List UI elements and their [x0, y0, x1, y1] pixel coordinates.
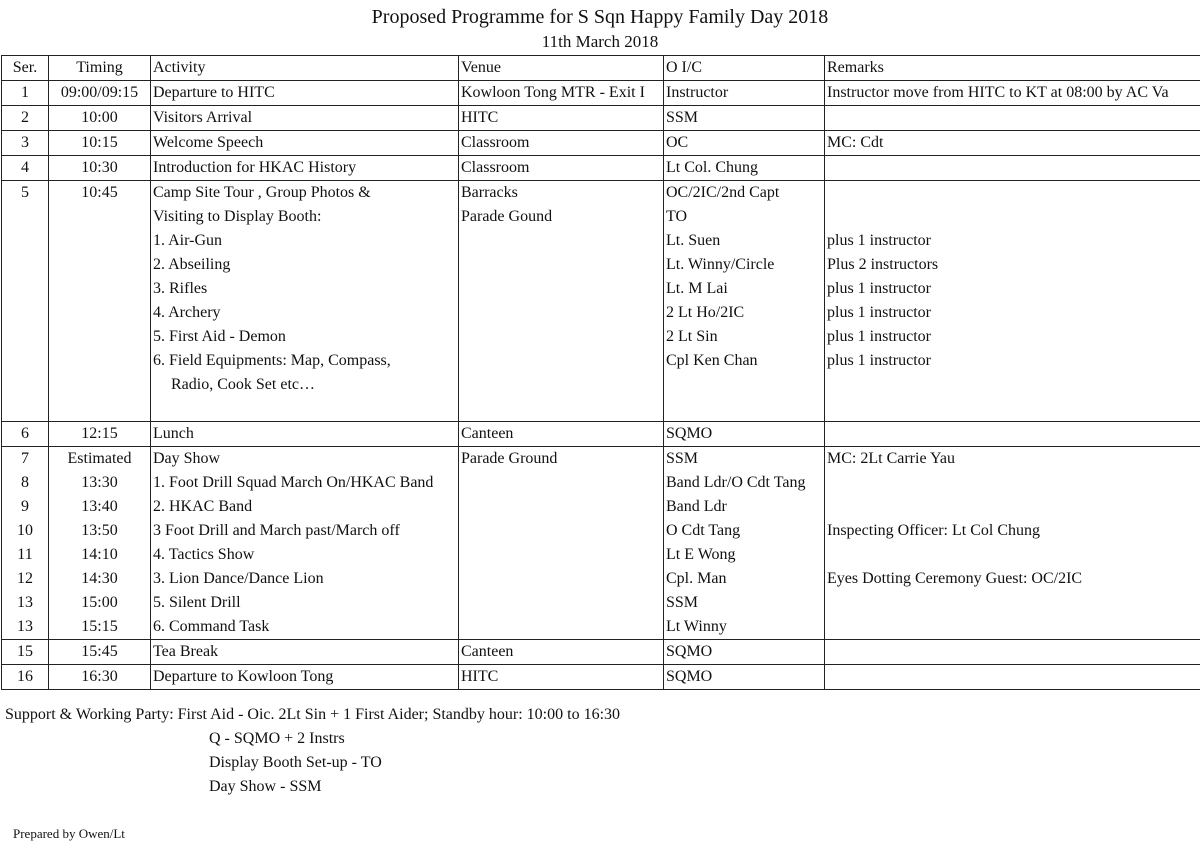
cell-ser: 3	[2, 131, 49, 156]
table-row	[2, 253, 1200, 277]
cell-venue: Classroom	[459, 131, 664, 156]
cell-activity: Lunch	[151, 422, 459, 447]
cell-timing: 10:00	[49, 106, 151, 131]
cell-venue	[459, 615, 664, 640]
support-line-2: Q - SQMO + 2 Instrs	[209, 730, 345, 747]
cell-remarks	[825, 640, 1200, 665]
cell-ser: 7	[2, 447, 49, 472]
cell-remarks	[825, 181, 1200, 206]
table-row	[2, 205, 1200, 229]
cell-activity: Tea Break	[151, 640, 459, 665]
cell-ser	[2, 277, 49, 301]
cell-activity: 2. HKAC Band	[151, 495, 459, 519]
cell-ser	[2, 301, 49, 325]
cell-timing	[49, 373, 151, 397]
cell-activity: 3. Lion Dance/Dance Lion	[151, 567, 459, 591]
document-title: Proposed Programme for S Sqn Happy Family Day 2018	[371, 6, 829, 28]
cell-ser: 15	[2, 640, 49, 665]
cell-venue	[459, 277, 664, 301]
cell-venue: HITC	[459, 106, 664, 131]
cell-oic: Band Ldr/O Cdt Tang	[664, 471, 825, 495]
table-row	[2, 106, 1200, 131]
cell-remarks: plus 1 instructor	[825, 325, 1200, 349]
cell-venue	[459, 567, 664, 591]
cell-timing: 13:50	[49, 519, 151, 543]
table-row	[2, 156, 1200, 181]
cell-venue	[459, 543, 664, 567]
table-row	[2, 640, 1200, 665]
cell-remarks	[825, 106, 1200, 131]
table-row	[2, 591, 1200, 615]
table-row	[2, 349, 1200, 373]
table-row	[2, 543, 1200, 567]
cell-ser	[2, 229, 49, 253]
cell-timing: 10:15	[49, 131, 151, 156]
cell-timing: 13:40	[49, 495, 151, 519]
table-row	[2, 229, 1200, 253]
table-row	[2, 422, 1200, 447]
cell-remarks: Inspecting Officer: Lt Col Chung	[825, 519, 1200, 543]
cell-oic	[664, 397, 825, 422]
cell-timing	[49, 325, 151, 349]
cell-remarks	[825, 665, 1200, 690]
cell-ser: 12	[2, 567, 49, 591]
cell-oic: 2 Lt Sin	[664, 325, 825, 349]
cell-oic: SQMO	[664, 665, 825, 690]
cell-oic: SSM	[664, 447, 825, 472]
cell-activity: 6. Command Task	[151, 615, 459, 640]
cell-remarks: Eyes Dotting Ceremony Guest: OC/2IC	[825, 567, 1200, 591]
cell-timing: 15:00	[49, 591, 151, 615]
cell-ser	[2, 397, 49, 422]
support-line-3: Display Booth Set-up - TO	[209, 754, 382, 771]
cell-activity: 6. Field Equipments: Map, Compass,	[151, 349, 459, 373]
table-row	[2, 495, 1200, 519]
cell-activity: Introduction for HKAC History	[151, 156, 459, 181]
cell-venue: Parade Gound	[459, 205, 664, 229]
cell-oic: Lt. M Lai	[664, 277, 825, 301]
table-row	[2, 447, 1200, 472]
cell-timing: 14:10	[49, 543, 151, 567]
cell-venue	[459, 495, 664, 519]
cell-venue: Parade Ground	[459, 447, 664, 472]
cell-timing: 09:00/09:15	[49, 81, 151, 106]
support-line-1: Support & Working Party: First Aid - Oic. 2Lt Sin + 1 First Aider; Standby hour: 10:00 to 16:30	[5, 706, 621, 723]
cell-timing	[49, 229, 151, 253]
cell-activity: 5. Silent Drill	[151, 591, 459, 615]
cell-remarks: plus 1 instructor	[825, 229, 1200, 253]
cell-timing: 16:30	[49, 665, 151, 690]
cell-remarks: Plus 2 instructors	[825, 253, 1200, 277]
cell-ser	[2, 325, 49, 349]
cell-venue: Canteen	[459, 422, 664, 447]
cell-activity: 1. Foot Drill Squad March On/HKAC Band	[151, 471, 459, 495]
table-header-row	[2, 56, 1200, 81]
cell-venue	[459, 471, 664, 495]
cell-activity	[151, 397, 459, 422]
cell-remarks: plus 1 instructor	[825, 301, 1200, 325]
cell-venue	[459, 253, 664, 277]
cell-oic: OC	[664, 131, 825, 156]
cell-remarks	[825, 373, 1200, 397]
cell-ser: 6	[2, 422, 49, 447]
cell-timing	[49, 349, 151, 373]
cell-venue: Kowloon Tong MTR - Exit I	[459, 81, 664, 106]
cell-venue: Barracks	[459, 181, 664, 206]
cell-venue	[459, 301, 664, 325]
table-row	[2, 665, 1200, 690]
table-row	[2, 567, 1200, 591]
support-notes	[5, 703, 620, 799]
cell-activity: 4. Archery	[151, 301, 459, 325]
cell-remarks	[825, 397, 1200, 422]
cell-oic	[664, 373, 825, 397]
cell-oic: Lt. Winny/Circle	[664, 253, 825, 277]
cell-ser: 5	[2, 181, 49, 206]
cell-remarks	[825, 422, 1200, 447]
cell-activity: Radio, Cook Set etc…	[151, 373, 459, 397]
table-row	[2, 615, 1200, 640]
cell-oic: Lt Winny	[664, 615, 825, 640]
table-row	[2, 373, 1200, 397]
cell-ser: 16	[2, 665, 49, 690]
cell-timing: 13:30	[49, 471, 151, 495]
cell-venue	[459, 397, 664, 422]
cell-activity: 3. Rifles	[151, 277, 459, 301]
header-venue: Venue	[459, 56, 664, 81]
document-date: 11th March 2018	[541, 32, 659, 51]
cell-ser	[2, 205, 49, 229]
cell-ser: 13	[2, 591, 49, 615]
cell-oic: SQMO	[664, 640, 825, 665]
support-line-4: Day Show - SSM	[209, 778, 322, 795]
cell-venue	[459, 591, 664, 615]
cell-activity: 1. Air-Gun	[151, 229, 459, 253]
cell-timing: 15:15	[49, 615, 151, 640]
cell-timing: 10:45	[49, 181, 151, 206]
cell-timing	[49, 397, 151, 422]
cell-ser: 11	[2, 543, 49, 567]
cell-ser	[2, 373, 49, 397]
cell-timing	[49, 277, 151, 301]
cell-oic: Instructor	[664, 81, 825, 106]
cell-timing: Estimated	[49, 447, 151, 472]
cell-remarks	[825, 591, 1200, 615]
cell-ser: 10	[2, 519, 49, 543]
cell-ser: 1	[2, 81, 49, 106]
table-row	[2, 277, 1200, 301]
table-row	[2, 471, 1200, 495]
cell-remarks	[825, 495, 1200, 519]
cell-venue	[459, 519, 664, 543]
cell-oic: Cpl Ken Chan	[664, 349, 825, 373]
cell-activity: Departure to HITC	[151, 81, 459, 106]
cell-oic: 2 Lt Ho/2IC	[664, 301, 825, 325]
table-row	[2, 131, 1200, 156]
cell-timing: 15:45	[49, 640, 151, 665]
cell-ser: 4	[2, 156, 49, 181]
cell-ser: 9	[2, 495, 49, 519]
cell-venue: Classroom	[459, 156, 664, 181]
programme-table	[1, 55, 1200, 690]
cell-remarks: Instructor move from HITC to KT at 08:00 by AC Va	[825, 81, 1200, 106]
cell-remarks	[825, 156, 1200, 181]
header-timing: Timing	[49, 56, 151, 81]
cell-oic: O Cdt Tang	[664, 519, 825, 543]
cell-ser: 13	[2, 615, 49, 640]
cell-timing	[49, 205, 151, 229]
cell-oic: TO	[664, 205, 825, 229]
cell-remarks: MC: Cdt	[825, 131, 1200, 156]
table-row	[2, 301, 1200, 325]
cell-activity: Visiting to Display Booth:	[151, 205, 459, 229]
cell-timing	[49, 253, 151, 277]
cell-remarks: plus 1 instructor	[825, 277, 1200, 301]
table-row	[2, 181, 1200, 206]
cell-activity: 4. Tactics Show	[151, 543, 459, 567]
table-row	[2, 81, 1200, 106]
cell-activity: 5. First Aid - Demon	[151, 325, 459, 349]
header-oic: O I/C	[664, 56, 825, 81]
cell-oic: Band Ldr	[664, 495, 825, 519]
table-row	[2, 519, 1200, 543]
cell-oic: SSM	[664, 106, 825, 131]
header-ser: Ser.	[2, 56, 49, 81]
cell-activity: 3 Foot Drill and March past/March off	[151, 519, 459, 543]
cell-venue	[459, 325, 664, 349]
header-activity: Activity	[151, 56, 459, 81]
cell-activity: Departure to Kowloon Tong	[151, 665, 459, 690]
cell-activity: 2. Abseiling	[151, 253, 459, 277]
cell-remarks: MC: 2Lt Carrie Yau	[825, 447, 1200, 472]
cell-timing: 10:30	[49, 156, 151, 181]
cell-oic: Lt E Wong	[664, 543, 825, 567]
header-remarks: Remarks	[825, 56, 1200, 81]
table-row	[2, 397, 1200, 422]
cell-venue	[459, 349, 664, 373]
cell-remarks	[825, 543, 1200, 567]
cell-venue	[459, 373, 664, 397]
cell-remarks	[825, 205, 1200, 229]
cell-timing	[49, 301, 151, 325]
cell-oic: Lt. Suen	[664, 229, 825, 253]
cell-ser: 2	[2, 106, 49, 131]
cell-oic: Lt Col. Chung	[664, 156, 825, 181]
cell-timing: 14:30	[49, 567, 151, 591]
cell-remarks	[825, 615, 1200, 640]
cell-activity: Camp Site Tour , Group Photos &	[151, 181, 459, 206]
cell-remarks: plus 1 instructor	[825, 349, 1200, 373]
cell-venue: Canteen	[459, 640, 664, 665]
cell-oic: OC/2IC/2nd Capt	[664, 181, 825, 206]
cell-activity: Welcome Speech	[151, 131, 459, 156]
cell-ser	[2, 349, 49, 373]
prepared-by: Prepared by Owen/Lt	[13, 826, 125, 841]
cell-oic: Cpl. Man	[664, 567, 825, 591]
cell-ser	[2, 253, 49, 277]
cell-venue	[459, 229, 664, 253]
cell-activity: Visitors Arrival	[151, 106, 459, 131]
cell-ser: 8	[2, 471, 49, 495]
cell-oic: SQMO	[664, 422, 825, 447]
cell-oic: SSM	[664, 591, 825, 615]
cell-venue: HITC	[459, 665, 664, 690]
cell-timing: 12:15	[49, 422, 151, 447]
table-row	[2, 325, 1200, 349]
cell-remarks	[825, 471, 1200, 495]
cell-activity: Day Show	[151, 447, 459, 472]
